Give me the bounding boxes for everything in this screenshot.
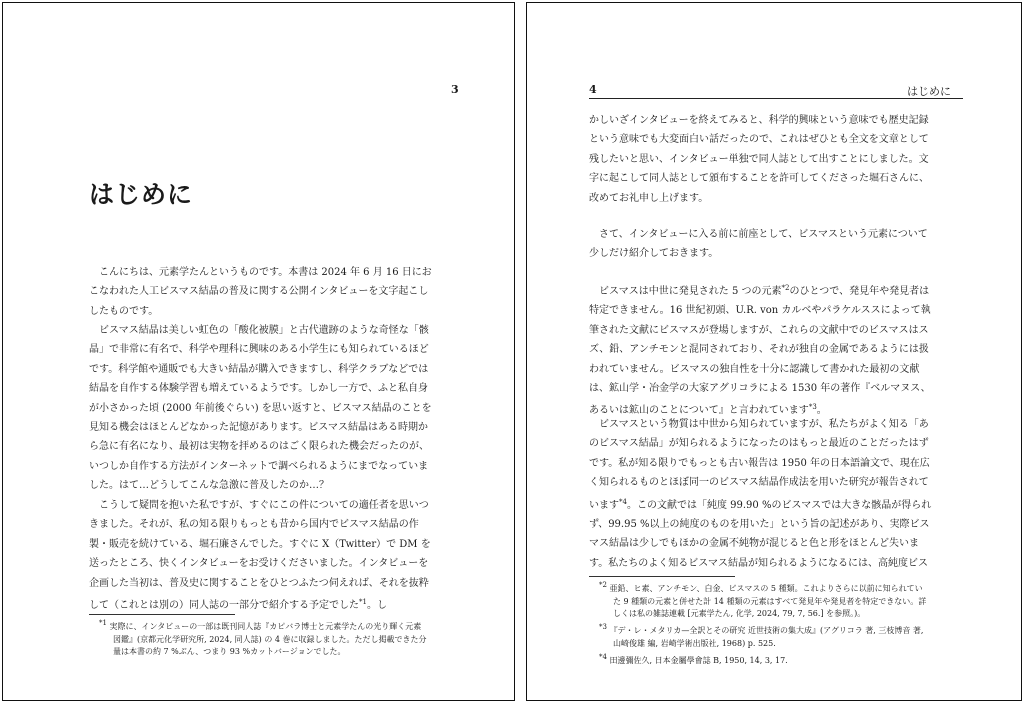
chapter-title: はじめに <box>89 180 194 209</box>
text-line: こんにちは、元素学たんというものです。本書は 2024 年 6 月 16 日にお <box>89 267 432 278</box>
text-line <box>589 493 963 515</box>
footnote-marker: *2 <box>599 581 607 589</box>
text-line: 製・販売を続けている、堀石廉さんでした。すぐに X（Twitter）で DM を <box>89 538 431 550</box>
text-line: いつしか自作する方法がインターネットで調べられるようにまでなっていま <box>89 460 429 472</box>
text-line: 少しだけ紹介しておきます。 <box>589 248 719 260</box>
footnote-text: 『デ・レ・メタリカ—全訳とその研究 近世技術の集大成』(アグリコラ 著, 三枝博音 著, <box>609 626 924 636</box>
footnote-list <box>599 579 926 667</box>
text-line: が小さかった頃 (2000 年前後ぐらい) を思い返すと、ビスマス結晶のことを <box>89 402 432 414</box>
footnote-line <box>599 579 926 596</box>
text-line: こなわれた人工ビスマス結晶の普及に関する公開インタビューを文字起こし <box>89 286 429 298</box>
footnote-marker: *1 <box>99 619 107 627</box>
text-segment: います <box>589 499 619 511</box>
text-line: マス結晶は少しでもほかの金属不純物が混じると色と形をほとんど失いま <box>589 538 919 550</box>
text-line: こうして疑問を抱いた私ですが、すぐにこの件についての適任者を思いつ <box>89 500 429 511</box>
text-line <box>89 593 439 615</box>
footnote-marker: *3 <box>808 403 817 412</box>
text-line: 字に起こして同人誌として頒布することを許可してくださった堀石さんに、 <box>589 173 929 185</box>
paragraph-intro <box>89 263 439 321</box>
footnote <box>99 617 427 659</box>
text-segment: 。 <box>816 405 827 417</box>
footnote-line: 山崎俊雄 編, 岩崎学術出版社, 1968) p. 525. <box>613 638 776 648</box>
text-segment: ビスマスは中世に発見された 5 つの元素 <box>589 286 782 297</box>
text-line: す。私たちのよく知るビスマス結晶が知られるようになるには、高純度ビス <box>589 557 928 569</box>
text-segment: 。し <box>366 600 387 612</box>
footnote-marker: *1 <box>359 598 367 607</box>
text-segment: して（これとは別の）同人誌の一部分で紹介する予定でした <box>89 600 359 612</box>
text-line: したものです。 <box>89 305 159 317</box>
text-line: 企画した当初は、普及史に関することをひとつふたつ伺えれば、それを抜粋 <box>89 577 429 589</box>
paragraph-continued <box>589 111 963 208</box>
text-line: という意味でも大変面白い話だったので、これはぜひとも全文を文章として <box>589 134 929 146</box>
footnote-line: 量は本書の約 7 %ぶん、つまり 93 %カットバージョンでした。 <box>113 647 346 657</box>
text-line: きました。それが、私の知る限りもっとも昔から国内でビスマス結晶の作 <box>89 519 419 531</box>
footnote-line: た 9 種類の元素と併せた計 14 種類の元素はすべて発見年や発見者を特定できない。詳 <box>613 596 927 606</box>
footnote-marker: *3 <box>599 623 607 632</box>
text-line: です。科学館や通販でも大きい結晶が購入できますし、科学クラブなどでは <box>89 363 429 375</box>
text-line <box>589 279 963 301</box>
text-line: ら急に有名になり、最初は実物を拝めるのはごく限られた機会だったのが、 <box>89 441 429 453</box>
footnote-rule <box>589 576 735 577</box>
footnote-marker: *2 <box>781 284 790 292</box>
footnote-line <box>599 651 926 668</box>
text-line: われていません。ビスマスの独自性を十分に認識して書かれた最初の文献 <box>589 363 920 375</box>
text-segment: あるいは鉱山のことについて』と言われています <box>589 405 809 417</box>
header-rule <box>589 98 963 99</box>
text-line: 晶」で非常に有名で、科学や理科に興味のある小学生にも知られているほど <box>89 344 429 356</box>
text-line: のビスマス結晶」が知られるようになったのはもっと最近のことだったはず <box>589 438 929 450</box>
text-line: です。私が知る限りでもっとも古い報告は 1950 年の日本語論文で、現在広 <box>589 457 930 469</box>
text-line: 改めてお礼申し上げます。 <box>589 192 709 204</box>
paragraph-preface <box>589 225 963 264</box>
text-line: 送ったところ、快くインタビューをお受けくださいました。インタビューを <box>89 558 429 570</box>
paragraph-bismuth-discovery <box>589 279 963 421</box>
text-line: 残したいと思い、インタビュー単独で同人誌として出すことにしました。文 <box>589 153 929 165</box>
footnote-text: 亜鉛、ヒ素、アンチモン、白金、ビスマスの 5 種類。これよりさらに以前に知られてい <box>609 584 923 593</box>
footnote-line <box>99 617 427 634</box>
text-segment: のひとつで、発見年や発見者は <box>789 286 930 297</box>
right-page <box>526 2 1022 701</box>
text-line: く知られるものとほぼ同一のビスマス結晶作成法を用いた研究が報告されて <box>589 477 929 489</box>
text-line: さて、インタビューに入る前に前座として、ビスマスという元素について <box>589 229 928 240</box>
text-line: 特定できません。16 世紀初頭、U.R. von カルベやパラケルススによって執 <box>589 305 931 317</box>
text-line: ず、99.95 %以上の純度のものを用いた」という旨の記述があり、実際ビス <box>589 519 930 531</box>
left-page <box>2 2 515 701</box>
paragraph-bismuth-history <box>89 321 439 496</box>
text-line: は、鉱山学・冶金学の大家アグリコラによる 1530 年の著作『ベルマヌス、 <box>589 383 931 395</box>
footnote-line <box>599 621 926 638</box>
text-segment: 。この文献では「純度 99.90 %のビスマスでは大きな骸晶が得られ <box>626 499 932 511</box>
paragraph-bismuth-crystal <box>589 415 963 573</box>
page-number: 3 <box>451 83 459 96</box>
footnote-marker: *4 <box>599 652 607 661</box>
text-line: 結晶を自作する体験学習も増えているようです。しかし一方で、ふと私自身 <box>89 383 428 395</box>
text-line: した。はて…どうしてこんな急激に普及したのか…？ <box>89 480 329 492</box>
text-line: 見知る機会はほとんどなかった記憶があります。ビスマス結晶はある時期か <box>89 422 428 434</box>
running-head: はじめに <box>907 85 951 98</box>
text-line: ズ、鉛、アンチモンと混同されており、それが独自の金属であるようには扱 <box>589 344 929 356</box>
footnote-text: 田邊彌佐久, 日本金屬學會誌 B, 1950, 14, 3, 17. <box>609 655 788 665</box>
footnote-line: 図鑑』(京都元化学研究所, 2024, 同人誌) の 4 巻に収録しました。ただし掲載できた分 <box>113 634 427 644</box>
footnote-marker: *4 <box>619 497 627 506</box>
paragraph-interview-origin <box>89 496 439 615</box>
page-number: 4 <box>589 83 597 96</box>
footnote-line: しくは私の雑誌連載 [元素学たん, 化学, 2024, 79, 7, 56.] を参照。)。 <box>613 609 866 619</box>
text-line: かしいざインタビューを終えてみると、科学的興味という意味でも歴史記録 <box>589 115 929 126</box>
text-line: ビスマスという物質は中世から知られていますが、私たちがよく知る「あ <box>589 419 929 430</box>
text-line: ビスマス結晶は美しい虹色の「酸化被膜」と古代遺跡のような奇怪な「骸 <box>89 325 429 336</box>
footnote-text: 実際に、インタビューの一部は既刊同人誌『カピバラ博士と元素学たんの光り輝く元素 <box>109 622 422 631</box>
text-line: 筆された文献にビスマスが登場しますが、これらの文献中でのビスマスはス <box>589 324 929 336</box>
footnote-rule <box>89 614 235 615</box>
